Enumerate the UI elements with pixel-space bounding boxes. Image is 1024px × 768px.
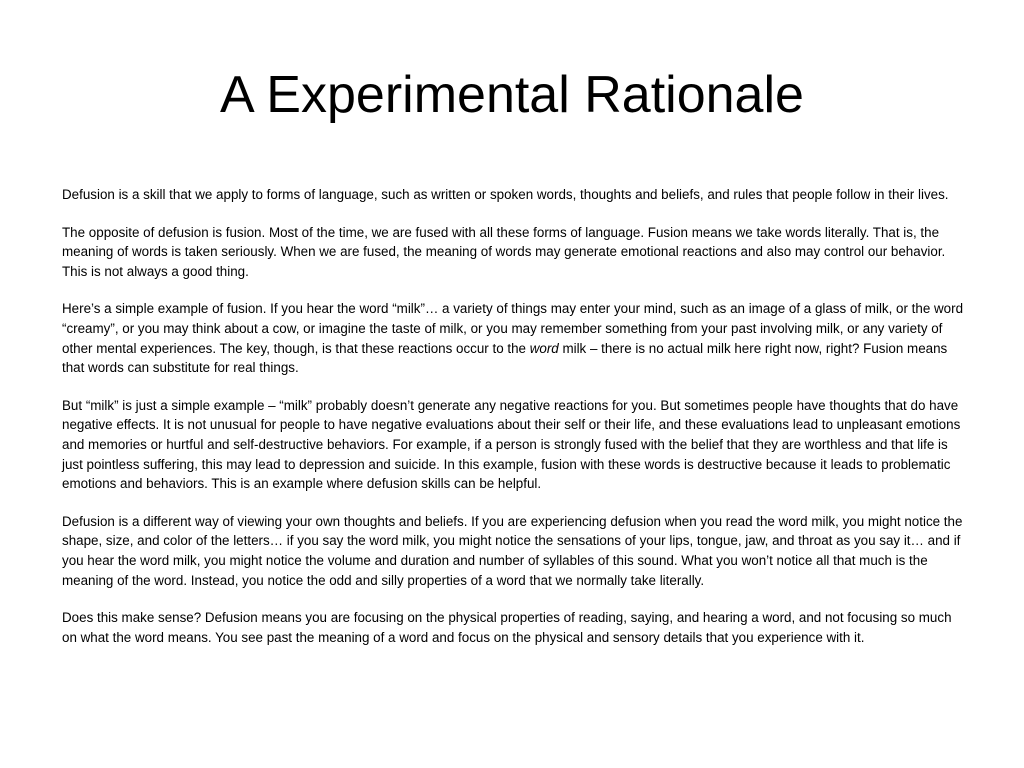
- paragraph-fusion-definition: The opposite of defusion is fusion. Most of the time, we are fused with all these forms of language. Fusion means we take words literally. That is, the meaning of words is taken seriously. When we are fused, the meaning of words may generate emotional reactions and also may control our behavior. This is not always a good thing.: [62, 224, 946, 279]
- paragraph-negative-thoughts: But “milk” is just a simple example – “milk” probably doesn’t generate any negative reactions for you. But sometimes people have thoughts that do have negative effects. It is not unusual for people to have negative evaluations about their self or their life, and these evaluations lead to unpleasant emotions and memories or hurtful and self-destructive behaviors. For example, if a person is strongly fused with the belief that they are worthless and that life is just pointless suffering, this may lead to depression and suicide. In this example, fusion with these words is destructive because it leads to problematic emotions and behaviors. This is an example where defusion skills can be helpful.: [62, 397, 961, 492]
- paragraph-milk-example-start: Here’s a simple example of fusion. If you hear the word “milk”… a variety of things may enter your mind, such as an image of a glass of milk, or the word “creamy”, or you may think about a cow, or imagine the taste of milk, or you may remember something from your past involving milk, or any variety of other mental experiences. The key, though, is that these reactions occur to the: [62, 301, 964, 356]
- paragraph-defusion-definition: Defusion is a skill that we apply to forms of language, such as written or spoken words, thoughts and beliefs, and rules that people follow in their lives.: [62, 187, 949, 202]
- slide-title: A Experimental Rationale: [220, 66, 804, 124]
- paragraph-milk-example: [62, 299, 966, 377]
- paragraph-defusion-viewing: Defusion is a different way of viewing your own thoughts and beliefs. If you are experiencing defusion when you read the word milk, you might notice the shape, size, and color of the letters… if you say the word milk, you might notice the sensations of your lips, tongue, jaw, and throat as you say it… and if you hear the word milk, you might notice the volume and duration and number of syllables of this sound. What you won’t notice all that much is the meaning of the word. Instead, you notice the odd and silly properties of a word that we normally take literally.: [62, 513, 963, 588]
- paragraph-summary: Does this make sense? Defusion means you are focusing on the physical properties of reading, saying, and hearing a word, and not focusing so much on what the word means. You see past the meaning of a word and focus on the physical and sensory details that you experience with it.: [62, 610, 952, 645]
- emphasized-word: word: [529, 340, 559, 356]
- slide-body: [62, 185, 966, 647]
- paragraph-milk-example-end: milk – there is no actual milk here right now, right? Fusion means that words can substitute for real things.: [62, 340, 948, 376]
